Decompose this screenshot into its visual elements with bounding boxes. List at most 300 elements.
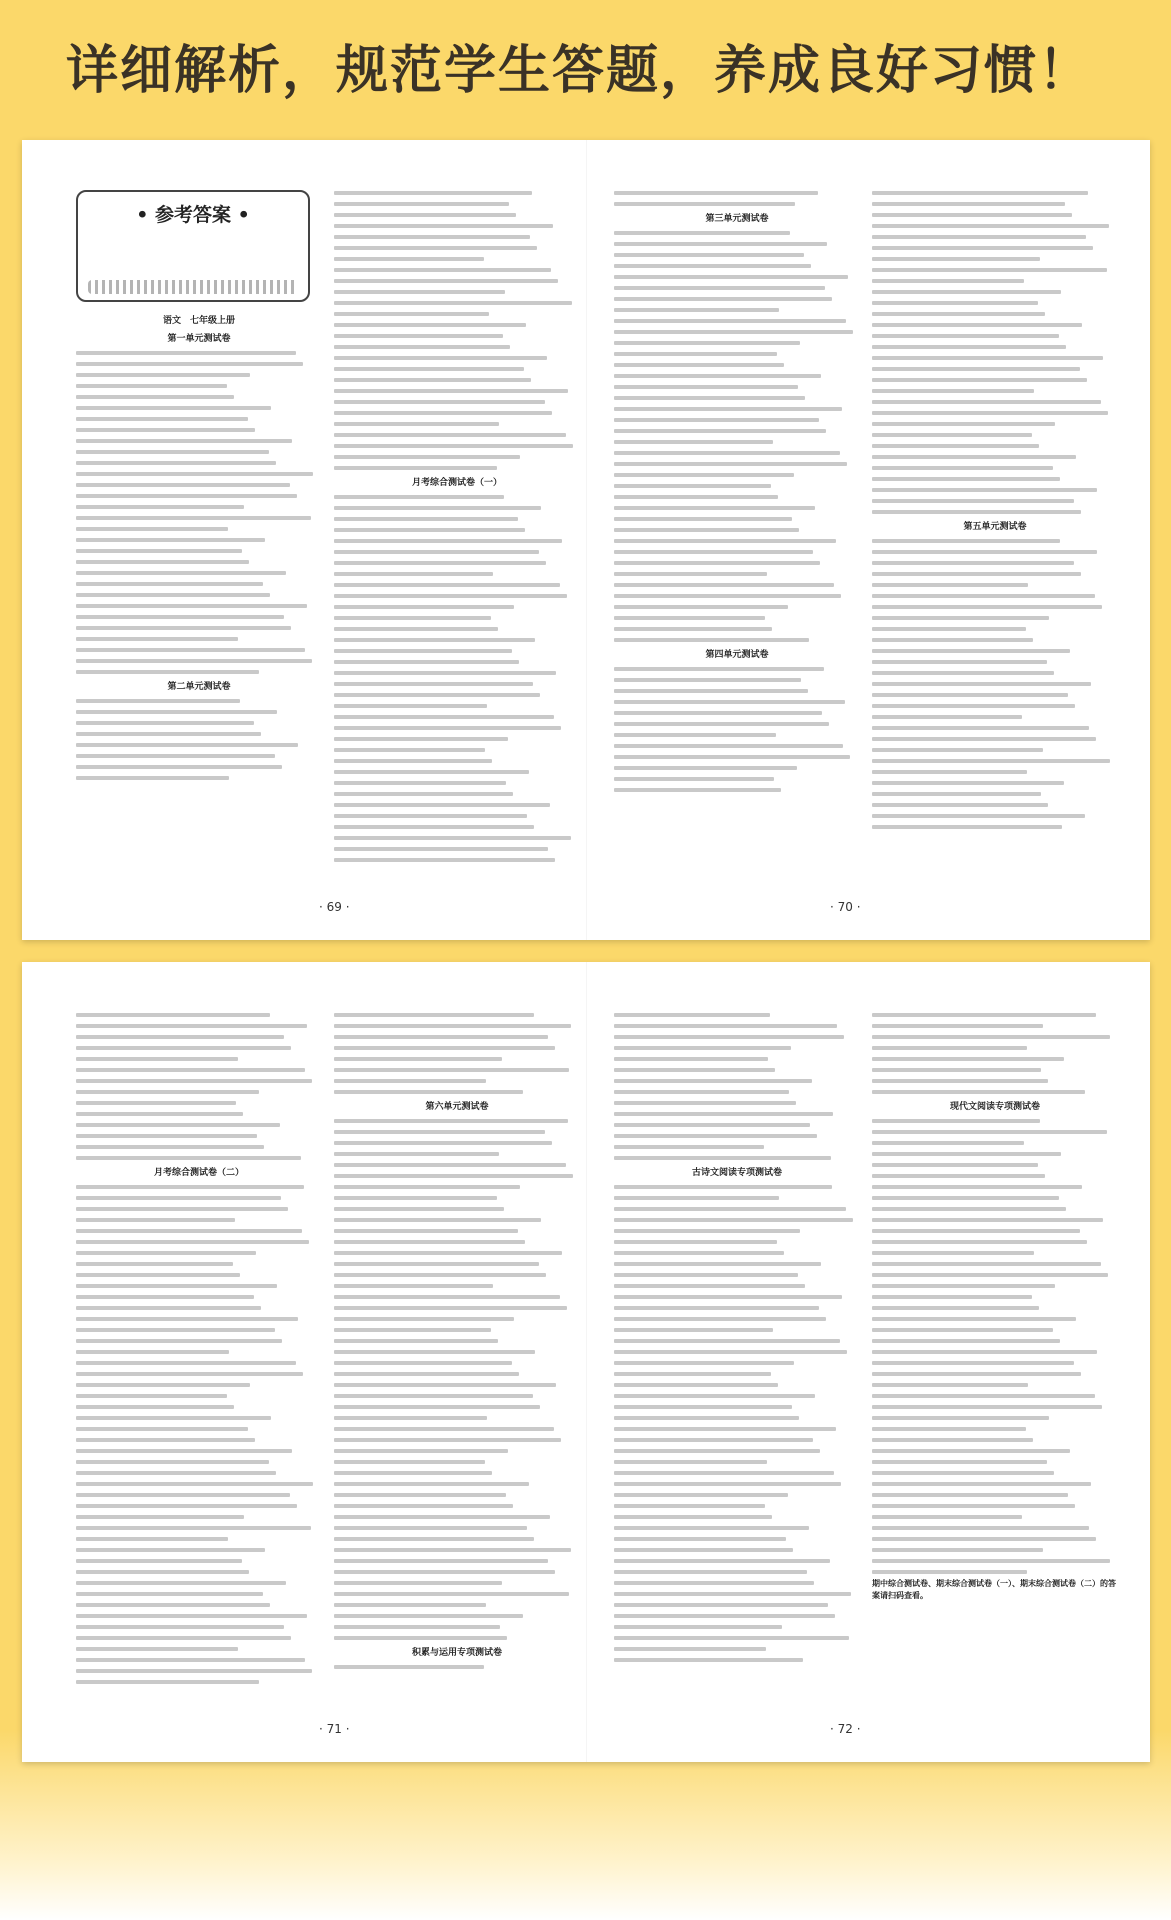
- text-line: [334, 503, 580, 514]
- text-line: [614, 1468, 860, 1479]
- text-line: [334, 745, 580, 756]
- text-line-fill: [872, 246, 1093, 250]
- text-line-fill: [334, 693, 540, 697]
- text-line-fill: [872, 1559, 1110, 1563]
- text-line-fill: [334, 1068, 569, 1072]
- text-line: [334, 1446, 580, 1457]
- text-line-fill: [334, 1350, 535, 1354]
- text-line: [76, 1490, 322, 1501]
- section-heading: 第一单元测试卷: [167, 334, 231, 344]
- text-line: [76, 513, 322, 524]
- text-line-fill: [76, 1482, 313, 1486]
- text-line-fill: [76, 560, 249, 564]
- text-line-fill: [334, 1185, 520, 1189]
- text-line: [872, 723, 1118, 734]
- text-line: [76, 1087, 322, 1098]
- text-line-fill: [872, 1262, 1101, 1266]
- section-heading: 月考综合测试卷（一）: [411, 478, 502, 488]
- text-line-fill: [334, 1581, 502, 1585]
- text-line-fill: [614, 700, 845, 704]
- text-line-fill: [614, 1515, 772, 1519]
- text-line: [76, 447, 322, 458]
- text-line: [334, 1380, 580, 1391]
- text-line: [872, 1204, 1118, 1215]
- text-line: [872, 353, 1118, 364]
- text-line: [334, 221, 580, 232]
- text-line: [334, 811, 580, 822]
- text-line-fill: [334, 268, 551, 272]
- text-line: [334, 558, 580, 569]
- text-line-fill: [334, 803, 550, 807]
- text-line-fill: [614, 1647, 766, 1651]
- text-line-fill: [872, 378, 1087, 382]
- section-heading: 第三单元测试卷: [705, 214, 769, 224]
- text-line-fill: [614, 1112, 833, 1116]
- text-line-fill: [872, 704, 1075, 708]
- text-line-fill: [872, 1068, 1041, 1072]
- text-line-fill: [614, 627, 772, 631]
- text-line-fill: [334, 1449, 508, 1453]
- text-line-fill: [334, 715, 554, 719]
- text-line: [334, 397, 580, 408]
- text-line-fill: [614, 1493, 788, 1497]
- text-line-fill: [76, 494, 297, 498]
- text-line: [872, 624, 1118, 635]
- text-line: [334, 1336, 580, 1347]
- text-line: [334, 1534, 580, 1545]
- page-number: · 71 ·: [319, 1722, 350, 1736]
- answer-key-box: [76, 190, 310, 302]
- text-line: [334, 690, 580, 701]
- text-line: [76, 1204, 322, 1215]
- text-line-fill: [76, 1156, 301, 1160]
- text-line: [76, 762, 322, 773]
- text-line-fill: [872, 312, 1045, 316]
- text-line-fill: [334, 1295, 560, 1299]
- text-line: [614, 1424, 860, 1435]
- text-line-fill: [614, 1134, 817, 1138]
- text-line: [76, 403, 322, 414]
- text-line: [872, 485, 1118, 496]
- text-line-fill: [614, 297, 832, 301]
- text-line-fill: [872, 191, 1088, 195]
- text-line: [76, 546, 322, 557]
- text-line: [614, 1270, 860, 1281]
- text-line-fill: [872, 1130, 1107, 1134]
- text-line-fill: [76, 1251, 256, 1255]
- text-line-fill: [872, 1328, 1053, 1332]
- text-line: [334, 1490, 580, 1501]
- text-line: [614, 228, 860, 239]
- text-line-fill: [334, 290, 505, 294]
- text-line: [334, 712, 580, 723]
- text-line-fill: [334, 224, 553, 228]
- text-line-fill: [614, 766, 797, 770]
- text-line-fill: [614, 1251, 784, 1255]
- text-line: [76, 1380, 322, 1391]
- text-line: [76, 601, 322, 612]
- text-line: [334, 1556, 580, 1567]
- text-line-fill: [76, 1493, 290, 1497]
- text-line-fill: [334, 191, 532, 195]
- text-line-fill: [334, 246, 537, 250]
- text-line: [76, 1567, 322, 1578]
- text-line: [872, 1336, 1118, 1347]
- text-line-fill: [76, 1625, 284, 1629]
- text-line: [872, 441, 1118, 452]
- section-heading: 现代文阅读专项测试卷: [949, 1102, 1040, 1112]
- text-line: [334, 298, 580, 309]
- text-line: [614, 327, 860, 338]
- text-line-fill: [614, 1262, 821, 1266]
- text-line-fill: [76, 743, 298, 747]
- text-line: [872, 734, 1118, 745]
- text-column: [614, 1010, 860, 1700]
- text-line: [872, 1043, 1118, 1054]
- text-line: [76, 359, 322, 370]
- text-line-fill: [334, 1537, 534, 1541]
- text-column: [76, 1010, 322, 1700]
- text-line: [334, 1138, 580, 1149]
- text-line: [614, 272, 860, 283]
- text-line-fill: [334, 1317, 514, 1321]
- text-line: [872, 756, 1118, 767]
- text-line: [872, 1076, 1118, 1087]
- text-line: [334, 1578, 580, 1589]
- text-line: [614, 1622, 860, 1633]
- text-line-fill: [334, 1057, 502, 1061]
- text-line: [334, 1600, 580, 1611]
- text-line-fill: [872, 202, 1065, 206]
- text-line-fill: [614, 689, 808, 693]
- text-line: [76, 1435, 322, 1446]
- text-line-fill: [76, 1229, 302, 1233]
- section-heading: 第二单元测试卷: [167, 682, 231, 692]
- text-line: [76, 707, 322, 718]
- text-line: [872, 1259, 1118, 1270]
- text-line-fill: [76, 732, 261, 736]
- text-line: [334, 613, 580, 624]
- text-line: [872, 1413, 1118, 1424]
- text-line: [872, 657, 1118, 668]
- text-line-fill: [76, 1262, 233, 1266]
- text-line-fill: [614, 1537, 786, 1541]
- text-line-fill: [614, 1526, 809, 1530]
- text-line: [334, 1512, 580, 1523]
- text-line-fill: [614, 253, 804, 257]
- section-heading: 古诗文阅读专项测试卷: [691, 1168, 782, 1178]
- text-line-fill: [334, 627, 498, 631]
- text-line: [334, 1292, 580, 1303]
- text-line: [872, 1116, 1118, 1127]
- text-line: [76, 1054, 322, 1065]
- text-line-fill: [76, 1570, 249, 1574]
- text-line: [76, 1237, 322, 1248]
- decorative-border-icon: [88, 280, 298, 294]
- text-line-fill: [76, 1350, 229, 1354]
- text-line: [614, 1193, 860, 1204]
- text-line-fill: [76, 439, 292, 443]
- text-line: [76, 469, 322, 480]
- text-line: [872, 1182, 1118, 1193]
- text-line: [872, 745, 1118, 756]
- text-line: [614, 371, 860, 382]
- text-line: [334, 547, 580, 558]
- text-line-fill: [872, 510, 1081, 514]
- text-line-fill: [614, 374, 821, 378]
- text-line-fill: [872, 1405, 1102, 1409]
- text-line-fill: [872, 268, 1107, 272]
- text-line: [614, 613, 860, 624]
- text-line-fill: [76, 1449, 292, 1453]
- text-line-fill: [76, 1537, 228, 1541]
- text-line-fill: [872, 737, 1096, 741]
- text-line: [76, 1501, 322, 1512]
- text-line: [614, 261, 860, 272]
- text-line-fill: [76, 615, 284, 619]
- book-gutter: [586, 962, 587, 1762]
- text-line-fill: [872, 759, 1110, 763]
- section-heading: 积累与运用专项测试卷: [411, 1648, 502, 1658]
- text-line-fill: [614, 1581, 814, 1585]
- text-line-fill: [614, 495, 778, 499]
- text-line-fill: [872, 1046, 1027, 1050]
- text-line-fill: [76, 1548, 265, 1552]
- text-line: [334, 419, 580, 430]
- text-line-fill: [76, 516, 311, 520]
- text-line-fill: [614, 1372, 771, 1376]
- text-line-fill: [334, 466, 497, 470]
- text-line: [614, 635, 860, 646]
- text-line: [614, 1358, 860, 1369]
- text-line-fill: [872, 1141, 1024, 1145]
- text-line-fill: [614, 484, 771, 488]
- text-line: [614, 580, 860, 591]
- text-line-fill: [614, 1449, 820, 1453]
- section-heading: 月考综合测试卷（二）: [153, 1168, 244, 1178]
- text-line: [614, 1556, 860, 1567]
- text-line-fill: [614, 561, 820, 565]
- text-line: [334, 701, 580, 712]
- text-line: [334, 1248, 580, 1259]
- text-line: [334, 309, 580, 320]
- text-line: [334, 1010, 580, 1021]
- text-line: [76, 1457, 322, 1468]
- text-line: [614, 426, 860, 437]
- text-line: [76, 1578, 322, 1589]
- text-line: [872, 602, 1118, 613]
- text-line-fill: [872, 1013, 1096, 1017]
- text-line-fill: [334, 517, 518, 521]
- text-line-fill: [614, 583, 834, 587]
- text-line: [614, 1021, 860, 1032]
- text-line: [614, 697, 860, 708]
- text-line-fill: [614, 473, 794, 477]
- text-line-fill: [872, 1460, 1047, 1464]
- text-line: [334, 1622, 580, 1633]
- text-line: [872, 580, 1118, 591]
- text-line: [872, 507, 1118, 518]
- text-line: [76, 1281, 322, 1292]
- text-line: [614, 239, 860, 250]
- text-line-fill: [872, 660, 1047, 664]
- text-line-fill: [334, 1306, 567, 1310]
- text-line: [334, 646, 580, 657]
- text-line: [872, 1138, 1118, 1149]
- text-line-fill: [76, 1427, 248, 1431]
- text-line: [334, 254, 580, 265]
- text-line-fill: [334, 389, 568, 393]
- text-line: [614, 1534, 860, 1545]
- text-line: [872, 1468, 1118, 1479]
- text-line: [76, 502, 322, 513]
- text-line: [334, 1369, 580, 1380]
- text-line-fill: [76, 1471, 276, 1475]
- text-line: [334, 1021, 580, 1032]
- text-line-fill: [76, 1559, 242, 1563]
- text-line-fill: [872, 1350, 1097, 1354]
- text-line-fill: [334, 1174, 573, 1178]
- text-line: [334, 1281, 580, 1292]
- text-line-fill: [334, 1405, 540, 1409]
- text-line-fill: [614, 1317, 826, 1321]
- text-line-fill: [614, 1196, 779, 1200]
- text-line-fill: [872, 1185, 1082, 1189]
- text-line: [614, 283, 860, 294]
- text-column: [872, 1010, 1118, 1700]
- text-line: [614, 360, 860, 371]
- text-line: [872, 569, 1118, 580]
- text-line: [76, 1413, 322, 1424]
- text-line-fill: [614, 1427, 836, 1431]
- text-line: [872, 243, 1118, 254]
- text-line: [614, 188, 860, 199]
- text-line: [76, 1369, 322, 1380]
- text-line-fill: [334, 561, 546, 565]
- text-line-fill: [872, 422, 1055, 426]
- text-line-fill: [614, 528, 799, 532]
- text-line: [76, 1512, 322, 1523]
- text-line-fill: [76, 1372, 303, 1376]
- text-line-fill: [334, 605, 514, 609]
- text-line-fill: [334, 1218, 541, 1222]
- text-line: [614, 404, 860, 415]
- text-line-fill: [76, 1438, 255, 1442]
- text-line: [334, 734, 580, 745]
- text-line-fill: [334, 572, 493, 576]
- text-line-fill: [334, 1251, 562, 1255]
- text-line-fill: [76, 1273, 240, 1277]
- text-line-fill: [334, 638, 535, 642]
- text-line-fill: [872, 803, 1048, 807]
- text-line: [334, 232, 580, 243]
- text-line-fill: [872, 1537, 1096, 1541]
- text-line: [872, 265, 1118, 276]
- text-line: [872, 1435, 1118, 1446]
- text-line-fill: [334, 433, 566, 437]
- text-line: [614, 1032, 860, 1043]
- text-line: [334, 657, 580, 668]
- text-line: [872, 558, 1118, 569]
- text-line: [614, 1391, 860, 1402]
- text-line-fill: [614, 1460, 767, 1464]
- text-line: [76, 1600, 322, 1611]
- text-line: [614, 708, 860, 719]
- text-line: [76, 1402, 322, 1413]
- text-line: [614, 1010, 860, 1021]
- text-line-fill: [872, 367, 1080, 371]
- text-line: [872, 646, 1118, 657]
- text-line-fill: [76, 505, 244, 509]
- text-line-fill: [334, 1262, 539, 1266]
- text-line: [334, 1149, 580, 1160]
- text-line: [76, 436, 322, 447]
- text-line-fill: [76, 1295, 254, 1299]
- text-line-fill: [76, 710, 277, 714]
- text-line: [334, 375, 580, 386]
- text-line: [334, 441, 580, 452]
- text-line: [614, 624, 860, 635]
- text-line: [334, 844, 580, 855]
- text-line: [76, 1303, 322, 1314]
- text-line: [872, 668, 1118, 679]
- text-line: [872, 1347, 1118, 1358]
- text-line-fill: [872, 290, 1061, 294]
- text-line-fill: [614, 1361, 794, 1365]
- text-line-fill: [872, 411, 1108, 415]
- text-line: [872, 254, 1118, 265]
- text-line-fill: [334, 847, 548, 851]
- text-line-fill: [334, 539, 562, 543]
- answer-spread-pages-71-72: [22, 962, 1150, 1762]
- text-line: [614, 1578, 860, 1589]
- text-line-fill: [614, 1145, 764, 1149]
- text-line: [76, 696, 322, 707]
- text-line: [614, 1237, 860, 1248]
- page-number: · 70 ·: [830, 900, 861, 914]
- text-line-fill: [872, 1548, 1043, 1552]
- text-line: [76, 1622, 322, 1633]
- text-line-fill: [614, 605, 788, 609]
- text-line: [872, 1215, 1118, 1226]
- text-line-fill: [872, 715, 1022, 719]
- text-line: [614, 1413, 860, 1424]
- text-line: [76, 1633, 322, 1644]
- text-line-fill: [872, 488, 1097, 492]
- text-line: [334, 1358, 580, 1369]
- text-line: [872, 474, 1118, 485]
- text-line-fill: [334, 1625, 500, 1629]
- text-line: [76, 1098, 322, 1109]
- text-line: [76, 491, 322, 502]
- text-line: [334, 1468, 580, 1479]
- text-line-fill: [872, 605, 1102, 609]
- text-line: [334, 353, 580, 364]
- section-heading: 第四单元测试卷: [705, 650, 769, 660]
- text-line-fill: [334, 660, 519, 664]
- text-line: [872, 679, 1118, 690]
- text-line-fill: [334, 836, 571, 840]
- text-line-fill: [334, 1152, 499, 1156]
- text-line: [614, 1435, 860, 1446]
- text-line-fill: [614, 1328, 773, 1332]
- text-line: [334, 1215, 580, 1226]
- text-line-fill: [76, 1592, 263, 1596]
- text-line: [76, 1226, 322, 1237]
- text-line: [872, 397, 1118, 408]
- text-line: [872, 1065, 1118, 1076]
- text-line-fill: [614, 1383, 778, 1387]
